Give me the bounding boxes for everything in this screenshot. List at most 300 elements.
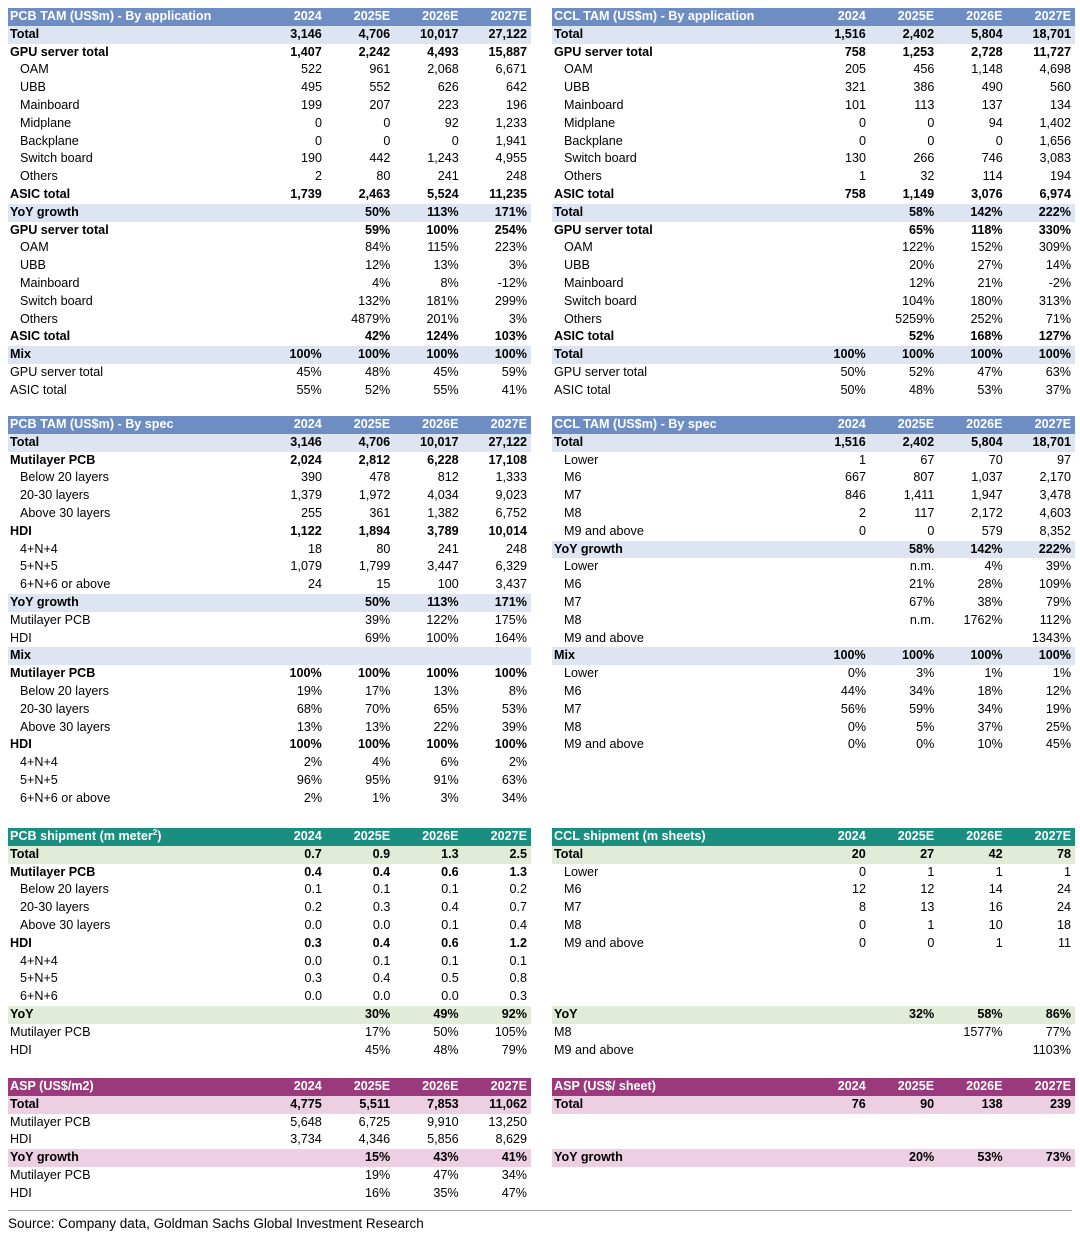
cell-value: 6,752 (495, 505, 528, 520)
cell-value: 846 (845, 488, 867, 503)
cell-value: 19% (296, 683, 323, 698)
cell-value: 0.0 (372, 989, 391, 1004)
table-row (8, 754, 531, 772)
cell-value (870, 1024, 938, 1042)
table-row (8, 133, 531, 151)
column-header: 2024 (293, 417, 322, 431)
column-header: 2024 (837, 417, 866, 431)
cell-value: 5,856 (427, 1132, 459, 1147)
cell-value: 79% (501, 1042, 527, 1057)
cell-value: 50% (433, 1024, 459, 1039)
cell-value: 18,701 (1032, 434, 1071, 449)
cell-value (802, 594, 870, 612)
cell-value: 3,447 (427, 559, 459, 574)
cell-value: 626 (437, 80, 459, 95)
cell-value: 105% (494, 1024, 527, 1039)
table-row (8, 576, 531, 594)
row-label (8, 275, 258, 293)
row-label-text: OAM (564, 240, 593, 255)
row-label (552, 612, 802, 630)
cell-value: 100% (970, 347, 1003, 362)
cell-value: 50% (364, 204, 391, 219)
row-label (552, 935, 802, 953)
cell-value: 299% (494, 293, 528, 308)
table-row (8, 239, 531, 257)
row-label (8, 576, 258, 594)
cell-value: 14 (988, 882, 1003, 897)
column-header: 2025E (353, 417, 391, 431)
cell-value: 3,146 (290, 434, 322, 449)
table-row (8, 701, 531, 719)
cell-value: 55% (296, 382, 322, 397)
row-label-text: Switch board (564, 151, 637, 166)
cell-value: 53% (501, 701, 528, 716)
cell-value: 8,629 (495, 1132, 527, 1147)
row-label-text: Mainboard (564, 97, 624, 112)
table-row (8, 1149, 531, 1167)
row-label-text: Mutilayer PCB (10, 1024, 91, 1039)
row-label (552, 1042, 801, 1060)
cell-value (870, 1131, 938, 1149)
cell-value: 15% (364, 1150, 391, 1165)
cell-value: n.m. (909, 559, 935, 574)
table-row (552, 239, 1075, 257)
row-label-text: M9 and above (564, 737, 644, 752)
cell-value: 122% (426, 612, 459, 627)
cell-value: 52% (364, 382, 391, 397)
row-label (552, 881, 802, 899)
table-ccl-ship (552, 828, 1075, 1059)
footer-divider (8, 1210, 1072, 1211)
table-row (552, 558, 1075, 576)
cell-value: 41% (501, 382, 527, 397)
cell-value (394, 647, 462, 665)
cell-value: 59% (364, 222, 391, 237)
cell-value: 80 (376, 169, 391, 184)
table-row (552, 168, 1075, 186)
cell-value: 4,603 (1039, 505, 1072, 520)
row-label-text: 20-30 layers (20, 900, 90, 915)
row-label-text: Mainboard (564, 275, 624, 290)
cell-value: 100% (426, 666, 459, 681)
row-label (8, 1131, 257, 1149)
row-label-text: Others (564, 311, 602, 326)
cell-value: -2% (1048, 275, 1072, 290)
cell-value (802, 257, 870, 275)
table-ccl-asp (552, 1078, 1075, 1167)
cell-value: 0.0 (304, 917, 323, 932)
row-label-text: 4+N+4 (20, 755, 58, 770)
cell-value: 8% (508, 683, 528, 698)
cell-value: 1,894 (358, 523, 391, 538)
cell-value: 0.7 (304, 846, 322, 861)
cell-value: 223% (494, 240, 528, 255)
row-label-text: HDI (10, 1042, 32, 1057)
cell-value: 47% (433, 1167, 459, 1182)
table-row (552, 79, 1075, 97)
cell-value: 122% (902, 240, 935, 255)
cell-value: 1.2 (509, 935, 527, 950)
cell-value: 6,725 (358, 1114, 391, 1129)
column-header: 2025E (353, 829, 391, 843)
row-label (8, 1078, 257, 1096)
row-label-text: Mix (554, 648, 575, 663)
cell-value: 34% (501, 1167, 527, 1182)
row-label-text: Above 30 layers (20, 505, 111, 520)
row-label (552, 864, 802, 882)
cell-value (801, 204, 869, 222)
cell-value: 1,402 (1039, 115, 1072, 130)
cell-value: 77% (1045, 1024, 1071, 1039)
cell-value: 0.7 (509, 900, 528, 915)
row-label (8, 257, 258, 275)
row-label (8, 97, 258, 115)
column-header: 2027E (490, 9, 527, 23)
cell-value: 0.0 (441, 989, 459, 1004)
cell-value: 10,017 (420, 434, 459, 449)
row-label (552, 222, 801, 240)
row-label (8, 8, 257, 26)
cell-value: 1,379 (290, 488, 323, 503)
column-header: 2025E (897, 9, 935, 23)
cell-value: 8,352 (1039, 523, 1072, 538)
cell-value: 100% (1038, 347, 1071, 362)
row-label (552, 97, 802, 115)
row-label (8, 416, 257, 434)
table-row (8, 1185, 531, 1203)
cell-value: 137 (981, 97, 1003, 112)
cell-value: 43% (433, 1150, 459, 1165)
cell-value: 1,243 (427, 151, 459, 166)
table-row (8, 1042, 531, 1060)
row-label-text: Above 30 layers (20, 917, 111, 932)
row-label-text: Lower (564, 559, 599, 574)
cell-value: 17,108 (488, 452, 527, 467)
table-row (8, 328, 531, 346)
cell-value: 1,382 (427, 505, 459, 520)
column-header: 2024 (837, 829, 866, 843)
row-label (552, 293, 802, 311)
cell-value: 1,516 (834, 434, 866, 449)
cell-value: 103% (494, 329, 527, 344)
cell-value: 20% (908, 1150, 935, 1165)
row-label (8, 150, 258, 168)
table-row (552, 899, 1075, 917)
cell-value (257, 647, 325, 665)
cell-value: 1,122 (290, 523, 322, 538)
cell-value: 100% (1038, 648, 1071, 663)
cell-value: 9,910 (427, 1114, 459, 1129)
cell-value: 2,242 (358, 44, 391, 59)
cell-value: 73% (1045, 1150, 1071, 1165)
table-row (552, 935, 1075, 953)
cell-value: 37% (977, 719, 1003, 734)
cell-value: 12% (365, 258, 391, 273)
row-label (8, 505, 258, 523)
cell-value: n.m. (909, 612, 935, 627)
row-label (552, 665, 802, 683)
cell-value: 13% (433, 258, 459, 273)
cell-value: 127% (1038, 329, 1071, 344)
row-label-text: ASIC total (554, 382, 611, 397)
table-row (552, 917, 1075, 935)
cell-value: 13 (920, 900, 935, 915)
cell-value: 1 (927, 864, 935, 879)
cell-value: 1,149 (902, 186, 935, 201)
table-row (552, 1024, 1075, 1042)
cell-value: 1.3 (441, 846, 459, 861)
cell-value: 10,014 (488, 523, 527, 538)
cell-value (258, 275, 326, 293)
cell-value (802, 239, 870, 257)
table-row (552, 523, 1075, 541)
column-header: 2026E (422, 9, 459, 23)
table-row (8, 311, 531, 329)
cell-value: 3% (916, 666, 935, 681)
row-label-text: 5+N+5 (20, 772, 58, 787)
cell-value: 0.4 (304, 864, 322, 879)
table-row (552, 452, 1075, 470)
cell-value: 37% (1045, 382, 1071, 397)
cell-value: 171% (494, 594, 527, 609)
table-row (8, 594, 531, 612)
cell-value: 361 (369, 505, 391, 520)
table-row (8, 1131, 531, 1149)
cell-value (1007, 988, 1075, 1006)
cell-value: 552 (369, 80, 391, 95)
row-label-text: CCL TAM (US$m) - By spec (554, 417, 717, 431)
table-row (552, 364, 1075, 382)
cell-value: 18 (1057, 917, 1072, 932)
row-label (552, 115, 802, 133)
cell-value: 1 (995, 935, 1003, 950)
table-row (8, 97, 531, 115)
row-label (552, 558, 802, 576)
table-row (8, 665, 531, 683)
row-label-text: Mainboard (20, 275, 80, 290)
cell-value: 56% (840, 701, 867, 716)
row-label-text: Below 20 layers (20, 470, 109, 485)
cell-value: 746 (981, 151, 1003, 166)
cell-value (938, 970, 1006, 988)
table-row (552, 612, 1075, 630)
cell-value: 0 (315, 133, 323, 148)
cell-value: 78 (1056, 846, 1071, 861)
cell-value: 0.6 (441, 935, 459, 950)
cell-value: 53% (977, 1150, 1003, 1165)
cell-value: 8% (440, 275, 459, 290)
row-label-text: Mainboard (20, 97, 80, 112)
row-label (552, 630, 802, 648)
cell-value (802, 275, 870, 293)
row-label-text: Lower (564, 666, 599, 681)
table-row (8, 541, 531, 559)
row-label (8, 1042, 257, 1060)
cell-value: 100% (494, 666, 527, 681)
cell-value: 100% (426, 222, 459, 237)
table-row (552, 576, 1075, 594)
cell-value: 207 (369, 97, 391, 112)
row-label (552, 576, 802, 594)
column-header: 2026E (966, 9, 1003, 23)
row-label (8, 328, 257, 346)
row-label-text: UBB (20, 80, 46, 95)
cell-value: 6,671 (495, 62, 528, 77)
cell-value (801, 988, 869, 1006)
column-header: 2025E (353, 9, 391, 23)
row-label-text: Mix (10, 347, 31, 362)
row-label-text: HDI (10, 737, 32, 752)
row-label (8, 1006, 257, 1024)
cell-value: 76 (851, 1096, 866, 1111)
cell-value: 104% (902, 293, 935, 308)
table-row (552, 222, 1075, 240)
cell-value: 69% (364, 630, 391, 645)
row-label-text: PCB shipment (m meter (10, 829, 153, 843)
row-label (8, 469, 258, 487)
table-row (552, 541, 1075, 559)
cell-value: 100% (289, 666, 322, 681)
row-label (8, 846, 257, 864)
table-row (8, 293, 531, 311)
row-label-text: M9 and above (564, 935, 644, 950)
cell-value (802, 558, 870, 576)
row-label-text: Mutilayer PCB (10, 1114, 91, 1129)
cell-value: 39% (1045, 559, 1072, 574)
cell-value: 2% (303, 755, 323, 770)
table-header-row (552, 8, 1075, 26)
cell-value: 190 (301, 151, 323, 166)
cell-value: 1,411 (903, 488, 935, 503)
table-row (8, 382, 531, 400)
row-label (552, 1078, 801, 1096)
row-label (8, 881, 258, 899)
cell-value: 48% (364, 364, 391, 379)
row-label (8, 523, 257, 541)
cell-value: 0 (451, 133, 459, 148)
cell-value: 196 (506, 97, 528, 112)
row-label-text: Total (10, 26, 40, 41)
cell-value: 58% (977, 1006, 1003, 1021)
row-label (8, 311, 258, 329)
cell-value: 117 (914, 505, 935, 520)
cell-value: 5,804 (971, 434, 1003, 449)
row-label-text: ASIC total (554, 329, 615, 344)
row-label-text: GPU server total (10, 364, 104, 379)
cell-value: 201% (426, 311, 459, 326)
cell-value (870, 970, 938, 988)
table-row (552, 736, 1075, 754)
row-label (552, 168, 802, 186)
table-row (552, 846, 1075, 864)
row-label-text: HDI (10, 1132, 32, 1147)
row-label-text: GPU server total (554, 44, 653, 59)
row-label (8, 683, 258, 701)
cell-value: 15 (376, 577, 391, 592)
row-label (8, 935, 257, 953)
cell-value (801, 1006, 869, 1024)
column-header: 2027E (490, 1079, 527, 1093)
table-row (552, 719, 1075, 737)
cell-value: 100% (357, 737, 391, 752)
cell-value: 1343% (1031, 630, 1072, 645)
table-row (552, 204, 1075, 222)
row-label-text: Mutilayer PCB (10, 452, 96, 467)
cell-value (802, 311, 870, 329)
row-label-text: Mutilayer PCB (10, 666, 96, 681)
table-header-row (8, 8, 531, 26)
cell-value: 239 (1049, 1096, 1071, 1111)
cell-value: 4% (984, 559, 1003, 574)
row-label (8, 204, 257, 222)
cell-value (938, 630, 1006, 648)
cell-value (802, 576, 870, 594)
cell-value: 130 (845, 151, 867, 166)
cell-value: 0.1 (441, 953, 459, 968)
row-label (8, 899, 258, 917)
cell-value: 1% (984, 666, 1003, 681)
cell-value (802, 612, 870, 630)
row-label (552, 44, 801, 62)
cell-value: 1.3 (509, 864, 527, 879)
row-label (552, 434, 801, 452)
cell-value: 2% (508, 755, 528, 770)
cell-value (257, 222, 325, 240)
row-label-text: Midplane (564, 115, 616, 130)
cell-value: 48% (433, 1042, 459, 1057)
row-label (8, 1096, 257, 1114)
cell-value: 758 (844, 186, 866, 201)
table-row (8, 505, 531, 523)
cell-value: 6% (440, 755, 459, 770)
row-label (8, 1149, 257, 1167)
cell-value: 92% (501, 1006, 527, 1021)
cell-value: 3,789 (427, 523, 459, 538)
row-label (552, 186, 801, 204)
row-label (552, 736, 802, 754)
column-header: 2027E (1034, 9, 1071, 23)
row-label-text: YoY growth (10, 594, 79, 609)
table-row (552, 630, 1075, 648)
table-row (552, 293, 1075, 311)
table-row (552, 1006, 1075, 1024)
row-label (8, 630, 257, 648)
cell-value: 63% (501, 772, 528, 787)
cell-value: 222% (1038, 541, 1071, 556)
cell-value: 4,706 (358, 434, 391, 449)
table-header-row (552, 1078, 1075, 1096)
cell-value: 579 (981, 523, 1003, 538)
cell-value (801, 1149, 869, 1167)
table-row (8, 115, 531, 133)
table-row (552, 1114, 1075, 1132)
table-row (8, 1024, 531, 1042)
row-label-text: 6+N+6 or above (20, 577, 111, 592)
row-label (8, 970, 258, 988)
cell-value (801, 1024, 869, 1042)
cell-value: 0.3 (304, 935, 322, 950)
table-row (8, 864, 531, 882)
cell-value: 0% (847, 737, 867, 752)
cell-value: 27 (920, 846, 935, 861)
row-label-text: M8 (564, 612, 582, 627)
column-header: 2027E (490, 417, 527, 431)
cell-value: 0.2 (304, 900, 323, 915)
cell-value: 3% (508, 311, 528, 326)
row-label-text: Others (20, 169, 58, 184)
column-header: 2024 (837, 9, 866, 23)
cell-value: 21% (977, 275, 1003, 290)
